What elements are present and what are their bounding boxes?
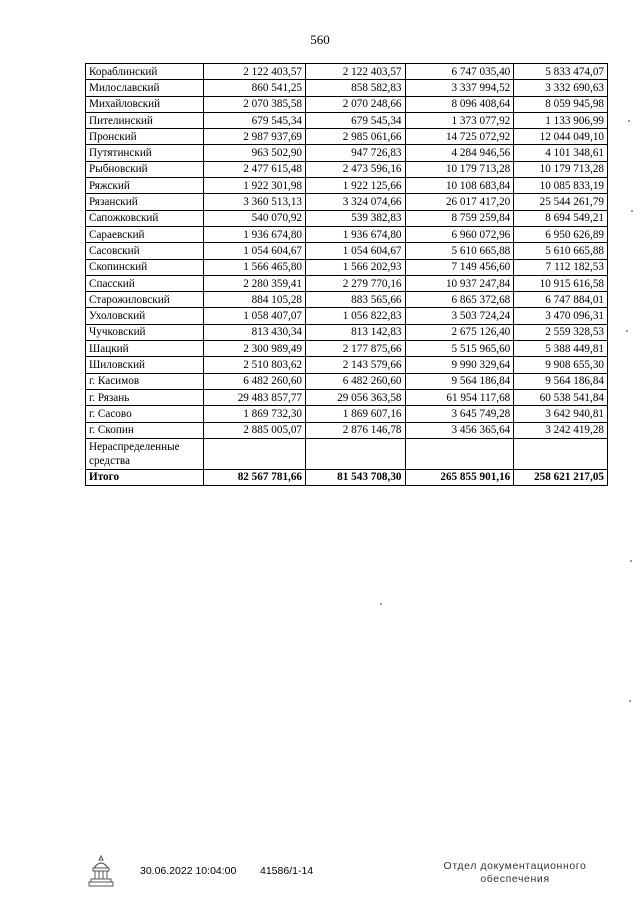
value-col-3-cell: 10 108 683,84 [405, 178, 514, 194]
value-col-2-cell: 2 143 579,66 [306, 357, 405, 373]
district-name-cell: г. Скопин [86, 422, 204, 438]
value-col-3-cell: 8 759 259,84 [405, 210, 514, 226]
value-col-4-cell: 3 642 940,81 [514, 406, 608, 422]
table-row [86, 275, 608, 291]
district-name-cell: Итого [86, 469, 204, 485]
value-col-4-cell: 4 101 348,61 [514, 145, 608, 161]
value-col-2-cell: 2 473 596,16 [306, 161, 405, 177]
value-col-1-cell: 82 567 781,66 [204, 469, 306, 485]
scan-speck [631, 210, 633, 212]
value-col-3-cell: 6 865 372,68 [405, 292, 514, 308]
footer-timestamp: 30.06.2022 10:04:00 [140, 865, 237, 877]
table-row [86, 243, 608, 259]
scan-speck [628, 120, 630, 122]
scan-speck [380, 603, 382, 605]
value-col-2-cell: 2 876 146,78 [306, 422, 405, 438]
value-col-2-cell: 81 543 708,30 [306, 469, 405, 485]
table-row [86, 406, 608, 422]
value-col-4-cell: 3 242 419,28 [514, 422, 608, 438]
table-row [86, 112, 608, 128]
value-col-2-cell: 1 566 202,93 [306, 259, 405, 275]
value-col-4-cell: 1 133 906,99 [514, 112, 608, 128]
scan-speck [626, 330, 628, 332]
table-row [86, 422, 608, 438]
value-col-4-cell: 5 610 665,88 [514, 243, 608, 259]
table-row [86, 324, 608, 340]
value-col-1-cell: 2 280 359,41 [204, 275, 306, 291]
value-col-2-cell: 3 324 074,66 [306, 194, 405, 210]
value-col-2-cell: 1 936 674,80 [306, 226, 405, 242]
district-name-cell: г. Сасово [86, 406, 204, 422]
table-row [86, 145, 608, 161]
value-col-4-cell: 25 544 261,79 [514, 194, 608, 210]
value-col-4-cell: 8 059 945,98 [514, 96, 608, 112]
table-row [86, 226, 608, 242]
value-col-1-cell: 679 545,34 [204, 112, 306, 128]
district-name-cell: Старожиловский [86, 292, 204, 308]
footer-department-line-1: Отдел документационного [443, 860, 587, 872]
value-col-2-cell: 2 985 061,66 [306, 129, 405, 145]
value-col-1-cell: 884 105,28 [204, 292, 306, 308]
value-col-3-cell: 3 337 994,52 [405, 80, 514, 96]
value-col-2-cell: 883 565,66 [306, 292, 405, 308]
duma-emblem-icon [88, 854, 114, 888]
value-col-4-cell: 3 470 096,31 [514, 308, 608, 324]
district-name-cell: Сасовский [86, 243, 204, 259]
footer-department [430, 860, 600, 886]
table-row [86, 64, 608, 80]
value-col-2-cell: 2 122 403,57 [306, 64, 405, 80]
table-row [86, 96, 608, 112]
value-col-1-cell: 860 541,25 [204, 80, 306, 96]
value-col-4-cell [514, 438, 608, 469]
budget-table [85, 63, 608, 486]
value-col-3-cell: 3 503 724,24 [405, 308, 514, 324]
value-col-1-cell: 1 566 465,80 [204, 259, 306, 275]
district-name-cell: Шиловский [86, 357, 204, 373]
value-col-1-cell: 813 430,34 [204, 324, 306, 340]
value-col-4-cell: 5 833 474,07 [514, 64, 608, 80]
district-name-cell: Кораблинский [86, 64, 204, 80]
value-col-3-cell: 5 610 665,88 [405, 243, 514, 259]
value-col-4-cell: 9 564 186,84 [514, 373, 608, 389]
value-col-3-cell: 4 284 946,56 [405, 145, 514, 161]
value-col-1-cell: 1 054 604,67 [204, 243, 306, 259]
table-row [86, 292, 608, 308]
district-name-cell: Михайловский [86, 96, 204, 112]
table-row [86, 129, 608, 145]
value-col-3-cell: 5 515 965,60 [405, 341, 514, 357]
table-row [86, 178, 608, 194]
value-col-3-cell: 61 954 117,68 [405, 389, 514, 405]
value-col-2-cell: 2 177 875,66 [306, 341, 405, 357]
value-col-1-cell: 2 477 615,48 [204, 161, 306, 177]
district-name-cell: Милославский [86, 80, 204, 96]
scan-speck [629, 700, 631, 702]
table-row [86, 210, 608, 226]
value-col-1-cell: 2 987 937,69 [204, 129, 306, 145]
value-col-1-cell: 6 482 260,60 [204, 373, 306, 389]
value-col-1-cell: 2 300 989,49 [204, 341, 306, 357]
district-name-cell: Рязанский [86, 194, 204, 210]
value-col-1-cell: 2 510 803,62 [204, 357, 306, 373]
value-col-2-cell: 539 382,83 [306, 210, 405, 226]
value-col-4-cell: 9 908 655,30 [514, 357, 608, 373]
value-col-3-cell: 3 456 365,64 [405, 422, 514, 438]
value-col-3-cell: 265 855 901,16 [405, 469, 514, 485]
district-name-cell: Сараевский [86, 226, 204, 242]
table-row [86, 194, 608, 210]
value-col-1-cell: 1 922 301,98 [204, 178, 306, 194]
value-col-2-cell: 2 279 770,16 [306, 275, 405, 291]
value-col-2-cell: 813 142,83 [306, 324, 405, 340]
value-col-4-cell: 10 915 616,58 [514, 275, 608, 291]
value-col-3-cell: 10 179 713,28 [405, 161, 514, 177]
value-col-3-cell: 8 096 408,64 [405, 96, 514, 112]
value-col-3-cell: 9 990 329,64 [405, 357, 514, 373]
value-col-4-cell: 3 332 690,63 [514, 80, 608, 96]
value-col-4-cell: 6 950 626,89 [514, 226, 608, 242]
district-name-cell: Нераспределенные средства [86, 438, 204, 469]
value-col-3-cell: 26 017 417,20 [405, 194, 514, 210]
district-name-cell: Путятинский [86, 145, 204, 161]
value-col-1-cell: 29 483 857,77 [204, 389, 306, 405]
table-body [86, 64, 608, 486]
value-col-2-cell: 6 482 260,60 [306, 373, 405, 389]
district-name-cell: Рыбновский [86, 161, 204, 177]
value-col-1-cell: 2 885 005,07 [204, 422, 306, 438]
value-col-4-cell: 12 044 049,10 [514, 129, 608, 145]
district-name-cell: Пителинский [86, 112, 204, 128]
value-col-4-cell: 2 559 328,53 [514, 324, 608, 340]
value-col-1-cell: 1 869 732,30 [204, 406, 306, 422]
page-number: 560 [310, 32, 330, 47]
value-col-3-cell: 9 564 186,84 [405, 373, 514, 389]
value-col-4-cell: 5 388 449,81 [514, 341, 608, 357]
value-col-4-cell: 10 085 833,19 [514, 178, 608, 194]
value-col-2-cell: 679 545,34 [306, 112, 405, 128]
table-row [86, 373, 608, 389]
district-name-cell: Скопинский [86, 259, 204, 275]
table-row [86, 357, 608, 373]
value-col-1-cell: 1 058 407,07 [204, 308, 306, 324]
value-col-1-cell: 3 360 513,13 [204, 194, 306, 210]
table-row [86, 341, 608, 357]
value-col-3-cell: 6 960 072,96 [405, 226, 514, 242]
value-col-4-cell: 60 538 541,84 [514, 389, 608, 405]
scan-speck [630, 560, 632, 562]
value-col-4-cell: 6 747 884,01 [514, 292, 608, 308]
district-name-cell: Шацкий [86, 341, 204, 357]
value-col-1-cell: 540 070,92 [204, 210, 306, 226]
value-col-3-cell: 10 937 247,84 [405, 275, 514, 291]
district-name-cell: Ухоловский [86, 308, 204, 324]
value-col-3-cell: 14 725 072,92 [405, 129, 514, 145]
document-footer [0, 848, 640, 898]
footer-department-line-2: обеспечения [480, 873, 550, 885]
value-col-3-cell: 3 645 749,28 [405, 406, 514, 422]
value-col-3-cell [405, 438, 514, 469]
table-row [86, 259, 608, 275]
table-row [86, 161, 608, 177]
value-col-2-cell: 858 582,83 [306, 80, 405, 96]
table-row [86, 308, 608, 324]
value-col-2-cell: 1 922 125,66 [306, 178, 405, 194]
value-col-2-cell [306, 438, 405, 469]
district-name-cell: Пронский [86, 129, 204, 145]
value-col-2-cell: 29 056 363,58 [306, 389, 405, 405]
district-name-cell: Спасский [86, 275, 204, 291]
district-name-cell: Ряжский [86, 178, 204, 194]
district-name-cell: Чучковский [86, 324, 204, 340]
value-col-3-cell: 6 747 035,40 [405, 64, 514, 80]
value-col-2-cell: 947 726,83 [306, 145, 405, 161]
footer-document-number: 41586/1-14 [260, 865, 314, 877]
total-row [86, 469, 608, 485]
value-col-4-cell: 8 694 549,21 [514, 210, 608, 226]
value-col-1-cell [204, 438, 306, 469]
value-col-1-cell: 2 070 385,58 [204, 96, 306, 112]
district-name-cell: г. Касимов [86, 373, 204, 389]
value-col-2-cell: 2 070 248,66 [306, 96, 405, 112]
value-col-3-cell: 1 373 077,92 [405, 112, 514, 128]
value-col-2-cell: 1 869 607,16 [306, 406, 405, 422]
value-col-4-cell: 7 112 182,53 [514, 259, 608, 275]
value-col-1-cell: 1 936 674,80 [204, 226, 306, 242]
value-col-3-cell: 7 149 456,60 [405, 259, 514, 275]
value-col-2-cell: 1 056 822,83 [306, 308, 405, 324]
district-name-cell: г. Рязань [86, 389, 204, 405]
undistributed-row [86, 438, 608, 469]
value-col-3-cell: 2 675 126,40 [405, 324, 514, 340]
table-row [86, 389, 608, 405]
table-row [86, 80, 608, 96]
value-col-4-cell: 258 621 217,05 [514, 469, 608, 485]
value-col-1-cell: 2 122 403,57 [204, 64, 306, 80]
value-col-4-cell: 10 179 713,28 [514, 161, 608, 177]
value-col-2-cell: 1 054 604,67 [306, 243, 405, 259]
value-col-1-cell: 963 502,90 [204, 145, 306, 161]
district-name-cell: Сапожковский [86, 210, 204, 226]
